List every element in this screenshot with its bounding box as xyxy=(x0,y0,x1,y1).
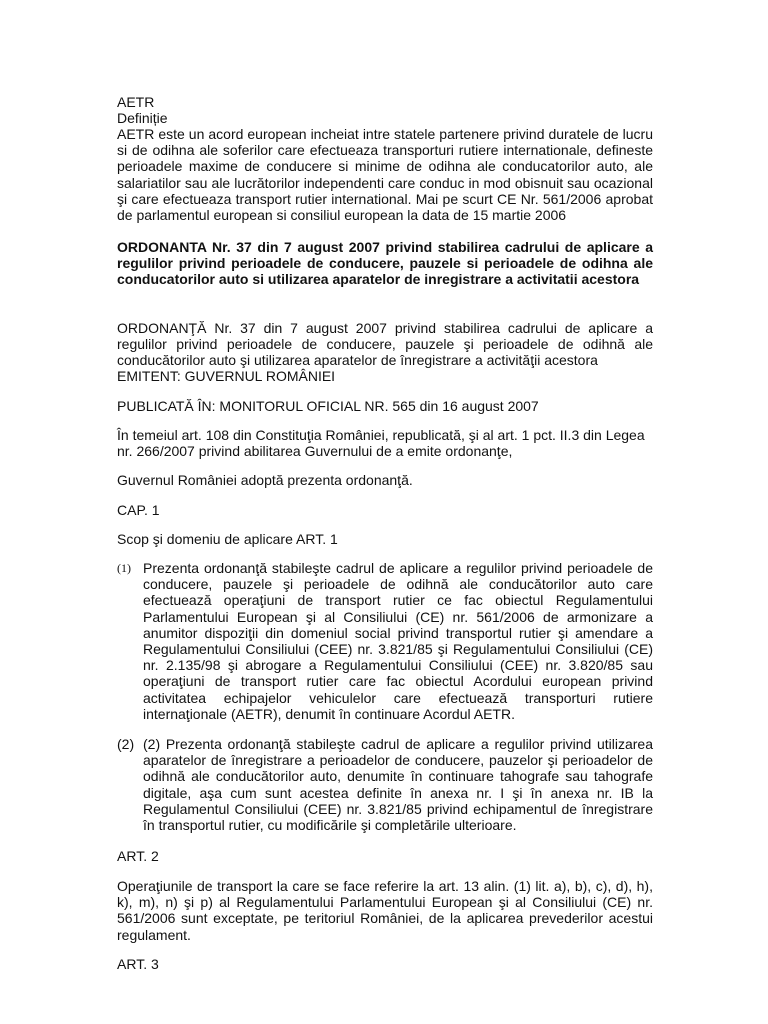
ordinance-title: ORDONANŢĂ Nr. 37 din 7 august 2007 privind stabilirea cadrului de aplicare a regulilor privind perioadele de conducere, pauzele şi perioadele de odihnă ale conducătorilor auto şi utilizarea aparatelor de înregistrare a activităţii acestora xyxy=(117,320,653,369)
item-text: Prezenta ordonanţă stabileşte cadrul de aplicare a regulilor privind perioadele de conducere, pauzele şi perioadele de odihnă ale conducătorilor auto care efectuează operaţiuni de transport rutier ce fac obiectul Regulamentului Parlamentului European şi al Consiliului (CE) nr. 561/2006 de armonizare a anumitor dispoziţii din domeniul social privind transportul rutier şi amendare a Regulamentului Consiliului (CEE) nr. 3.821/85 şi Regulamentului Consiliului (CE) nr. 2.135/98 şi abrogare a Regulamentului Consiliului (CEE) nr. 3.820/85 sau operaţiuni de transport rutier care fac obiectul Acordului european privind activitatea echipajelor vehiculelor care efectuează transporturi rutiere internaţionale (AETR), denumit în continuare Acordul AETR. xyxy=(143,560,653,722)
article-2-text: Operaţiunile de transport la care se face referire la art. 13 alin. (1) lit. a), b), c), d), h), k), m), n) şi p) al Regulamentului Parlamentului European şi al Consiliului (CE) nr. 561/2006 sunt exceptate, pe teritoriul României, de la aplicarea prevederilor acestui regulament. xyxy=(117,878,653,943)
bold-ordinance-title: ORDONANTA Nr. 37 din 7 august 2007 privind stabilirea cadrului de aplicare a regulilor privind perioadele de conducere, pauzele si perioadele de odihna ale conducatorilor auto si utilizarea aparatelor de inregistrare a activitatii acestora xyxy=(117,239,653,288)
issuer-line: EMITENT: GUVERNUL ROMÂNIEI xyxy=(117,368,336,384)
item-text: (2) Prezenta ordonanţă stabileşte cadrul de aplicare a regulilor privind utilizarea aparatelor de înregistrare a perioadelor de conducere, pauzelor şi perioadelor de odihnă ale conducătorilor auto, denumite în continuare tahografe sau tahografe digitale, aşa cum sunt acestea definite în anexa nr. I şi în anexa nr. IB la Regulamentul Consiliului (CEE) nr. 3.821/85 privind echipamentul de înregistrare în transportul rutier, cu modificările şi completările ulterioare. xyxy=(143,736,653,834)
chapter-heading: CAP. 1 xyxy=(117,502,160,518)
doc-subtitle: Definiție xyxy=(117,110,168,126)
article-2-heading: ART. 2 xyxy=(117,848,159,864)
adoption-line: Guvernul României adoptă prezenta ordonanţă. xyxy=(117,472,413,488)
doc-title: AETR xyxy=(117,94,155,110)
scope-heading: Scop şi domeniu de aplicare ART. 1 xyxy=(117,531,338,547)
definition-paragraph: AETR este un acord european incheiat intre statele partenere privind duratele de lucru si de odihna ale soferilor care efectueaza transporturi rutiere internationale, defineste perioadele maxime de conducere si minime de odihna ale conducatorilor auto, ale salariatilor sau ale lucrătorilor independenti care conduc in mod obisnuit sau ocazional şi care efectueaza transport rutier international. Mai pe scurt CE Nr. 561/2006 aprobat de parlamentul european si consiliul european la data de 15 martie 2006 xyxy=(117,126,653,224)
published-line: PUBLICATĂ ÎN: MONITORUL OFICIAL NR. 565 din 16 august 2007 xyxy=(117,398,539,414)
article-3-heading: ART. 3 xyxy=(117,956,159,972)
legal-basis: În temeiul art. 108 din Constituţia României, republicată, şi al art. 1 pct. II.3 din Legea nr. 266/2007 privind abilitarea Guvernului de a emite ordonanţe, xyxy=(117,427,645,460)
list-item xyxy=(117,736,653,833)
item-number: (2) xyxy=(117,736,135,752)
list-item xyxy=(117,560,653,722)
item-number: (1) xyxy=(117,561,131,575)
